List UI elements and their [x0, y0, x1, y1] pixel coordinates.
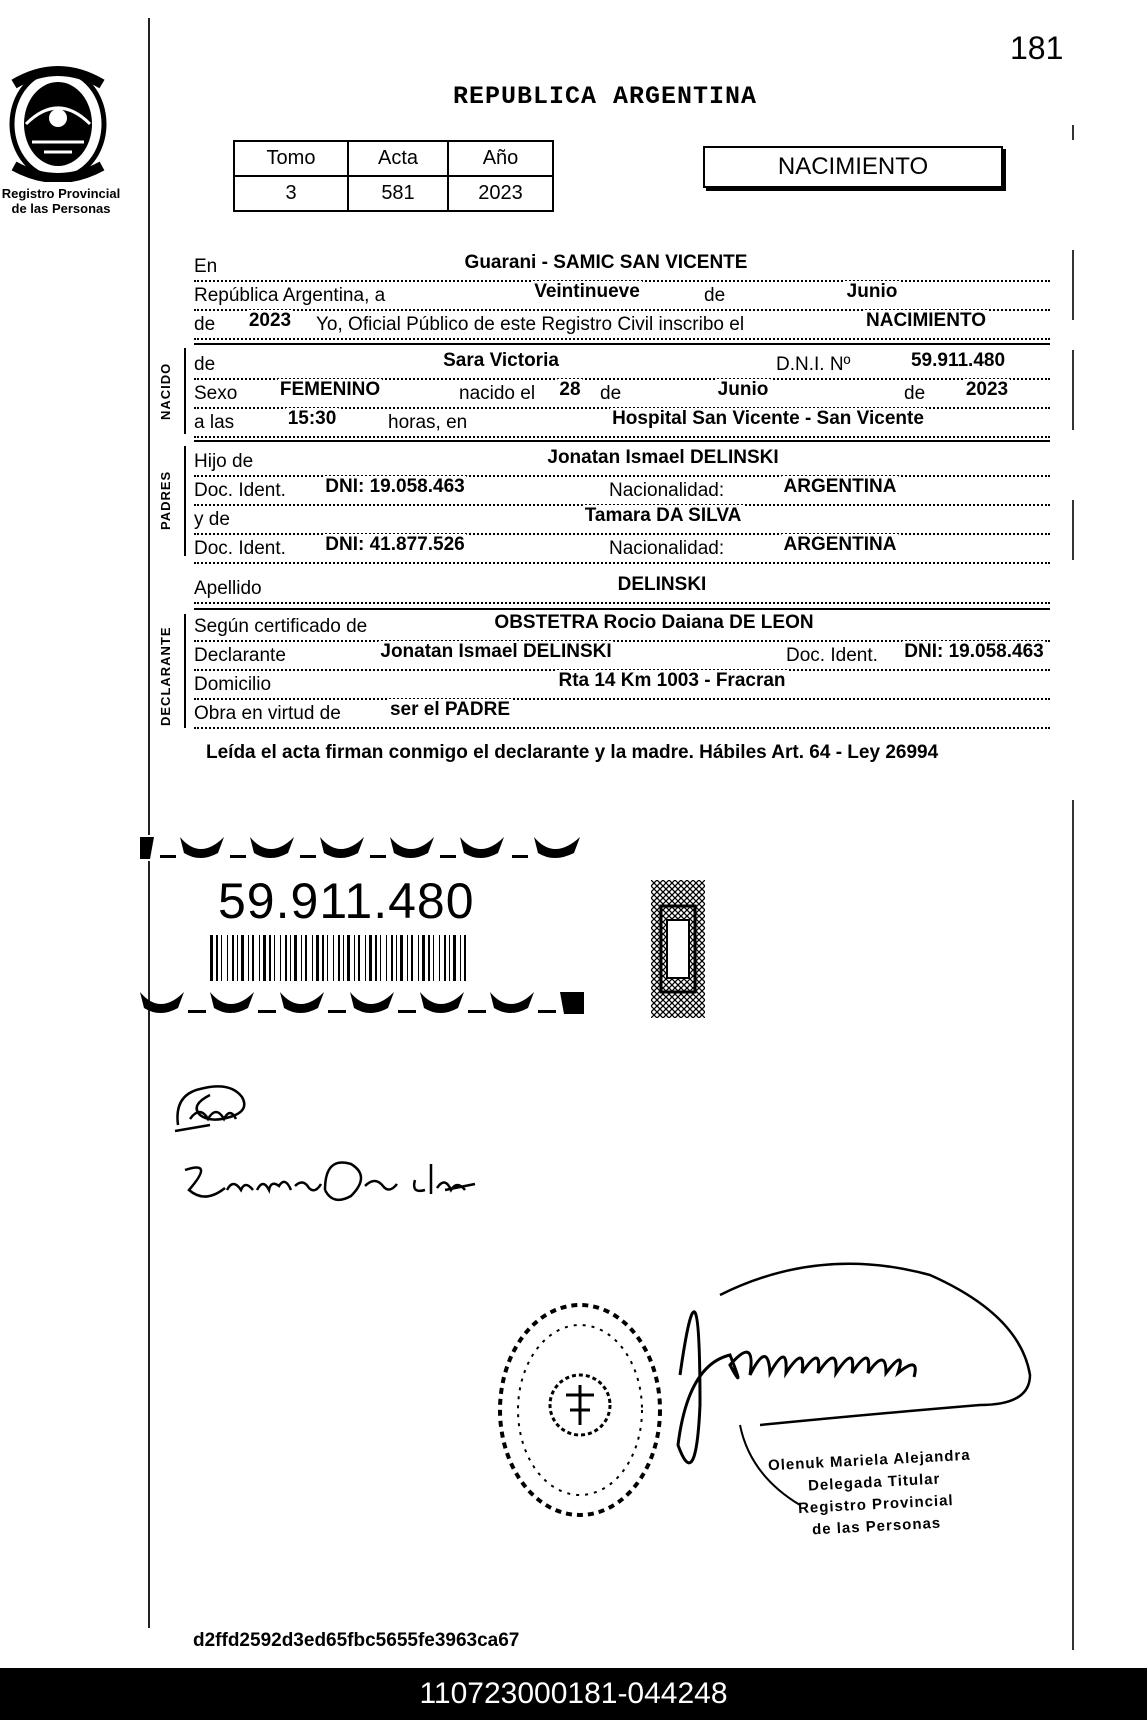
barcode-bar	[248, 935, 249, 981]
right-margin-mark	[1072, 350, 1074, 430]
barcode-bar	[449, 935, 450, 981]
barcode-bar	[285, 935, 287, 981]
barcode-bar	[259, 935, 260, 981]
barcode-bar	[433, 935, 434, 981]
obra-value: ser el PADRE	[389, 699, 511, 720]
form-row	[194, 350, 1050, 380]
doc-label: Doc. Ident.	[194, 480, 290, 502]
registry-label	[0, 186, 122, 216]
barcode-bar	[237, 935, 238, 981]
form-row	[194, 699, 1050, 729]
barcode-bar	[301, 935, 302, 981]
barcode-bar	[418, 935, 419, 981]
nationality-label: Nacionalidad:	[609, 480, 728, 502]
barcode-bar	[333, 935, 334, 981]
barcode-bar	[316, 935, 319, 981]
declarant-name: Jonatan Ismael DELINSKI	[380, 641, 612, 662]
certificate-label: Según certificado de	[194, 616, 371, 638]
registry-label-line: Registro Provincial	[1, 186, 121, 201]
table-header: Acta	[348, 141, 448, 176]
margin-rule	[148, 18, 150, 1628]
mother-nationality: ARGENTINA	[783, 534, 897, 555]
barcode-bar	[380, 935, 381, 981]
barcode-bar	[400, 935, 403, 981]
official-title: Delegada Titular	[807, 1470, 941, 1495]
section-label-nacido: NACIDO	[158, 362, 173, 420]
barcode-bar	[375, 935, 377, 981]
form-row	[194, 252, 1050, 282]
table-header: Tomo	[234, 141, 348, 176]
barcode-bar	[241, 935, 244, 981]
table-cell: 2023	[448, 176, 553, 211]
provincia-de-misiones-crest-icon	[4, 62, 112, 182]
child-dni: 59.911.480	[910, 350, 1006, 371]
section-bar	[184, 348, 186, 434]
section-label-declarante: DECLARANTE	[158, 626, 173, 726]
place-value: Guarani - SAMIC SAN VICENTE	[464, 252, 748, 273]
sexo-value: FEMENINO	[279, 379, 381, 400]
certificate-value: OBSTETRA Rocio Daiana DE LEON	[494, 612, 814, 633]
form-row	[194, 641, 1050, 671]
nacido-label: nacido el	[459, 383, 539, 405]
table-row	[234, 176, 553, 211]
barcode-bar	[396, 935, 397, 981]
act-type-box: NACIMIENTO	[703, 146, 1003, 188]
doc-label: Doc. Ident.	[786, 645, 882, 667]
barcode-bar	[263, 935, 266, 981]
father-doc: DNI: 19.058.463	[325, 476, 465, 497]
table-header-row	[234, 141, 553, 176]
section-divider	[194, 343, 1050, 345]
time-label: a las	[194, 412, 238, 434]
barcode-bar	[407, 935, 408, 981]
sexo-label: Sexo	[194, 383, 241, 405]
barcode-icon	[210, 935, 468, 981]
form-row	[194, 574, 1050, 604]
barcode-bar	[227, 935, 228, 981]
domicilio-label: Domicilio	[194, 674, 275, 696]
section-divider	[194, 440, 1050, 442]
de-label: de	[704, 285, 729, 307]
barcode-bar	[460, 935, 461, 981]
barcode-bar	[428, 935, 430, 981]
right-margin-mark	[1072, 500, 1074, 560]
form-row	[194, 408, 1050, 438]
form-row	[194, 281, 1050, 311]
de-label: de	[600, 383, 625, 405]
barcode-bar	[444, 935, 446, 981]
table-header: Año	[448, 141, 553, 176]
place-label: horas, en	[388, 412, 471, 434]
barcode-bar	[252, 935, 254, 981]
mother-signature-icon	[175, 1150, 485, 1210]
form-row	[194, 310, 1050, 340]
form-row	[194, 612, 1050, 642]
official-registry: Registro Provincial	[797, 1491, 955, 1518]
barcode-bar	[422, 935, 425, 981]
right-margin-mark	[1072, 250, 1074, 320]
table-cell: 3	[234, 176, 348, 211]
birth-month: Junio	[717, 379, 769, 400]
barcode-bar	[274, 935, 275, 981]
barcode-bar	[347, 935, 350, 981]
barcode-bar	[322, 935, 324, 981]
official-registry: de las Personas	[811, 1514, 942, 1539]
page-title: REPUBLICA ARGENTINA	[452, 82, 758, 111]
barcode-bar	[305, 935, 307, 981]
official-seal-icon	[490, 1295, 670, 1525]
barcode-bar	[354, 935, 355, 981]
barcode-bar	[280, 935, 281, 981]
section-bar	[184, 446, 186, 556]
form-row	[194, 670, 1050, 700]
obra-label: Obra en virtud de	[194, 703, 345, 725]
form-row	[194, 379, 1050, 409]
barcode-bar	[386, 935, 387, 981]
birth-year: 2023	[965, 379, 1009, 400]
barcode-bar	[312, 935, 313, 981]
barcode-bar	[369, 935, 372, 981]
officer-text: Yo, Oficial Público de este Registro Civil inscribo el	[316, 314, 748, 336]
declarant-doc: DNI: 19.058.463	[904, 641, 1044, 662]
barcode-bar	[327, 935, 328, 981]
sticker-dni-number: 59.911.480	[218, 873, 475, 929]
right-margin-mark	[1072, 800, 1074, 1650]
section-divider	[194, 608, 1050, 610]
form-row	[194, 476, 1050, 506]
form-row	[194, 534, 1050, 564]
official-name: Olenuk Mariela Alejandra	[767, 1446, 971, 1475]
birth-place: Hospital San Vicente - San Vicente	[612, 408, 924, 429]
yde-label: y de	[194, 509, 234, 531]
birth-time: 15:30	[287, 408, 337, 429]
signing-note: Leída el acta firman conmigo el declarante y la madre. Hábiles Art. 64 - Ley 26994	[206, 742, 939, 763]
barcode-bar	[358, 935, 360, 981]
child-name: Sara Victoria	[443, 350, 559, 371]
declarant-label: Declarante	[194, 645, 290, 667]
barcode-bar	[365, 935, 366, 981]
barcode-bar	[464, 935, 466, 981]
barcode-bar	[269, 935, 271, 981]
nationality-label: Nacionalidad:	[609, 538, 728, 560]
barcode-bar	[232, 935, 234, 981]
security-band-top	[140, 835, 584, 861]
barcode-bar	[338, 935, 340, 981]
doc-label: Doc. Ident.	[194, 538, 290, 560]
barcode-bar	[290, 935, 291, 981]
father-nationality: ARGENTINA	[783, 476, 897, 497]
barcode-bar	[294, 935, 297, 981]
table-cell: 581	[348, 176, 448, 211]
barcode-bar	[210, 935, 213, 981]
en-label: En	[194, 256, 221, 278]
hijo-label: Hijo de	[194, 451, 257, 473]
right-margin-mark	[1072, 125, 1074, 140]
barcode-bar	[216, 935, 218, 981]
registry-label-line: de las Personas	[11, 201, 111, 216]
section-bar	[184, 614, 186, 728]
footer-code: 110723000181-044248	[0, 1668, 1147, 1720]
barcode-bar	[343, 935, 344, 981]
document-hash: d2ffd2592d3ed65fbc5655fe3963ca67	[193, 1630, 520, 1651]
dni-label: D.N.I. Nº	[776, 354, 855, 376]
mother-doc: DNI: 41.877.526	[325, 534, 465, 555]
de-label: de	[194, 314, 219, 336]
father-name: Jonatan Ismael DELINSKI	[547, 447, 779, 468]
barcode-bar	[221, 935, 222, 981]
form-row	[194, 505, 1050, 535]
section-label-padres: PADRES	[158, 470, 173, 530]
country-label: República Argentina, a	[194, 285, 389, 307]
barcode-bar	[439, 935, 440, 981]
declarant-signature-icon	[170, 1075, 270, 1135]
security-hologram-icon	[651, 880, 705, 1018]
barcode-bar	[411, 935, 413, 981]
form-row	[194, 447, 1050, 477]
de-label: de	[194, 354, 219, 376]
birth-day: 28	[559, 379, 581, 400]
security-band-bottom	[140, 990, 584, 1016]
barcode-bar	[453, 935, 456, 981]
de-label: de	[904, 383, 929, 405]
page-number: 181	[1010, 30, 1064, 66]
domicilio-value: Rta 14 Km 1003 - Fracran	[558, 670, 786, 691]
barcode-bar	[391, 935, 393, 981]
month-value: Junio	[846, 281, 898, 302]
apellido-label: Apellido	[194, 578, 266, 600]
year-value: 2023	[248, 310, 292, 331]
apellido-value: DELINSKI	[617, 574, 707, 595]
act-value: NACIMIENTO	[866, 310, 986, 331]
registry-table	[233, 140, 554, 212]
day-value: Veintinueve	[534, 281, 640, 302]
mother-name: Tamara DA SILVA	[584, 505, 742, 526]
